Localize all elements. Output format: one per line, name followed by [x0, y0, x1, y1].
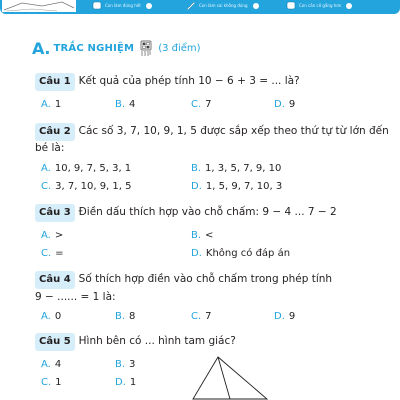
triangle-figure	[190, 354, 270, 400]
option-a[interactable]	[41, 358, 61, 371]
option-key: C.	[41, 248, 52, 259]
calculator-icon	[139, 40, 153, 57]
option-value: 0	[54, 311, 62, 322]
option-value: 10, 9, 7, 5, 3, 1	[54, 163, 132, 174]
triangle-outline	[193, 357, 267, 399]
option-value: 3	[129, 359, 136, 370]
option-c[interactable]	[41, 376, 62, 389]
option-key: C.	[41, 181, 52, 192]
banner-label-tryharder: Con cần cố gắng hơn	[299, 3, 342, 8]
checkbox-circle[interactable]	[146, 3, 152, 9]
question-label: Câu 1	[35, 73, 75, 91]
option-key: D.	[274, 99, 285, 110]
option-d[interactable]	[115, 376, 136, 389]
hand-icon	[92, 1, 102, 10]
option-key: C.	[191, 311, 202, 322]
hand-icon	[286, 1, 296, 10]
question-text: Kết quả của phép tính 10 − 6 + 3 = ... là?	[78, 75, 300, 87]
option-value: 1, 5, 9, 7, 10, 3	[205, 181, 283, 192]
option-key: A.	[41, 230, 51, 241]
option-b[interactable]	[115, 98, 135, 111]
question-2-continued: bé là:	[35, 142, 65, 154]
option-b[interactable]	[115, 310, 135, 323]
question-4	[35, 271, 332, 289]
option-b[interactable]	[115, 358, 135, 371]
option-value: 1	[55, 377, 62, 388]
option-a[interactable]	[41, 310, 61, 323]
option-d[interactable]	[274, 310, 295, 323]
option-d[interactable]	[274, 98, 295, 111]
option-c[interactable]	[41, 247, 64, 260]
option-key: A.	[41, 311, 51, 322]
option-value: 1, 3, 5, 7, 9, 10	[205, 163, 282, 174]
option-a[interactable]	[41, 229, 63, 242]
section-header	[32, 38, 201, 58]
checkbox-circle[interactable]	[346, 3, 352, 9]
option-value: 1	[54, 99, 62, 110]
question-label: Câu 4	[35, 271, 75, 289]
question-label: Câu 5	[35, 333, 75, 351]
question-label: Câu 3	[35, 204, 75, 222]
option-a[interactable]	[41, 98, 61, 111]
option-value: 7	[205, 311, 212, 322]
option-b[interactable]	[191, 162, 281, 175]
top-banner	[0, 0, 400, 14]
option-b[interactable]	[191, 229, 213, 242]
option-value: <	[205, 230, 214, 241]
option-key: B.	[191, 163, 202, 174]
option-c[interactable]	[191, 310, 212, 323]
option-value: >	[54, 230, 64, 241]
option-key: B.	[115, 359, 126, 370]
option-key: B.	[115, 99, 126, 110]
option-key: C.	[191, 99, 202, 110]
question-text: Điền dấu thích hợp vào chỗ chấm: 9 − 4 ... 7 − 2	[78, 206, 337, 218]
option-key: C.	[41, 377, 52, 388]
question-3	[35, 204, 337, 222]
option-value: 9	[288, 99, 296, 110]
banner-item-partial	[186, 1, 259, 10]
sketch-illustration	[2, 0, 76, 12]
question-5	[35, 333, 236, 351]
option-value: =	[55, 248, 64, 259]
option-key: A.	[41, 163, 51, 174]
option-a[interactable]	[41, 162, 131, 175]
banner-label-partial: Con làm sai không đúng	[199, 3, 248, 8]
question-text: Các số 3, 7, 10, 9, 1, 5 được sắp xếp theo thứ tự từ lớn đến	[78, 125, 389, 137]
banner-item-correct	[92, 1, 152, 10]
option-value: 4	[54, 359, 62, 370]
section-letter: A	[32, 38, 45, 58]
checkbox-circle[interactable]	[253, 3, 259, 9]
question-label: Câu 2	[35, 123, 75, 141]
section-points: (3 điểm)	[158, 42, 201, 54]
option-value: Không có đáp án	[205, 248, 291, 259]
question-text: Hình bên có ... hình tam giác?	[78, 335, 236, 347]
question-4-continued: 9 − ...... = 1 là:	[35, 291, 116, 303]
option-key: A.	[41, 359, 51, 370]
option-key: D.	[191, 248, 202, 259]
option-key: D.	[191, 181, 202, 192]
option-value: 8	[129, 311, 136, 322]
option-value: 4	[129, 99, 136, 110]
section-dot: .	[44, 38, 51, 58]
option-key: B.	[115, 311, 126, 322]
option-c[interactable]	[191, 98, 212, 111]
section-title: TRẮC NGHIỆM	[53, 42, 135, 54]
option-key: D.	[115, 377, 126, 388]
option-key: D.	[274, 311, 285, 322]
option-key: A.	[41, 99, 51, 110]
question-2	[35, 123, 389, 141]
option-value: 3, 7, 10, 9, 1, 5	[55, 181, 132, 192]
triangle-divider	[218, 357, 230, 399]
option-d[interactable]	[191, 247, 290, 260]
option-value: 9	[288, 311, 296, 322]
question-text: Số thích hợp điền vào chỗ chấm trong phép tính	[78, 273, 333, 285]
option-d[interactable]	[191, 180, 282, 193]
option-c[interactable]	[41, 180, 132, 193]
banner-label-correct: Con làm đúng hết	[105, 3, 141, 8]
option-value: 1	[129, 377, 137, 388]
banner-item-tryharder	[286, 1, 352, 10]
pencil-icon	[186, 1, 196, 10]
option-key: B.	[191, 230, 202, 241]
option-value: 7	[205, 99, 212, 110]
question-1	[35, 73, 300, 91]
